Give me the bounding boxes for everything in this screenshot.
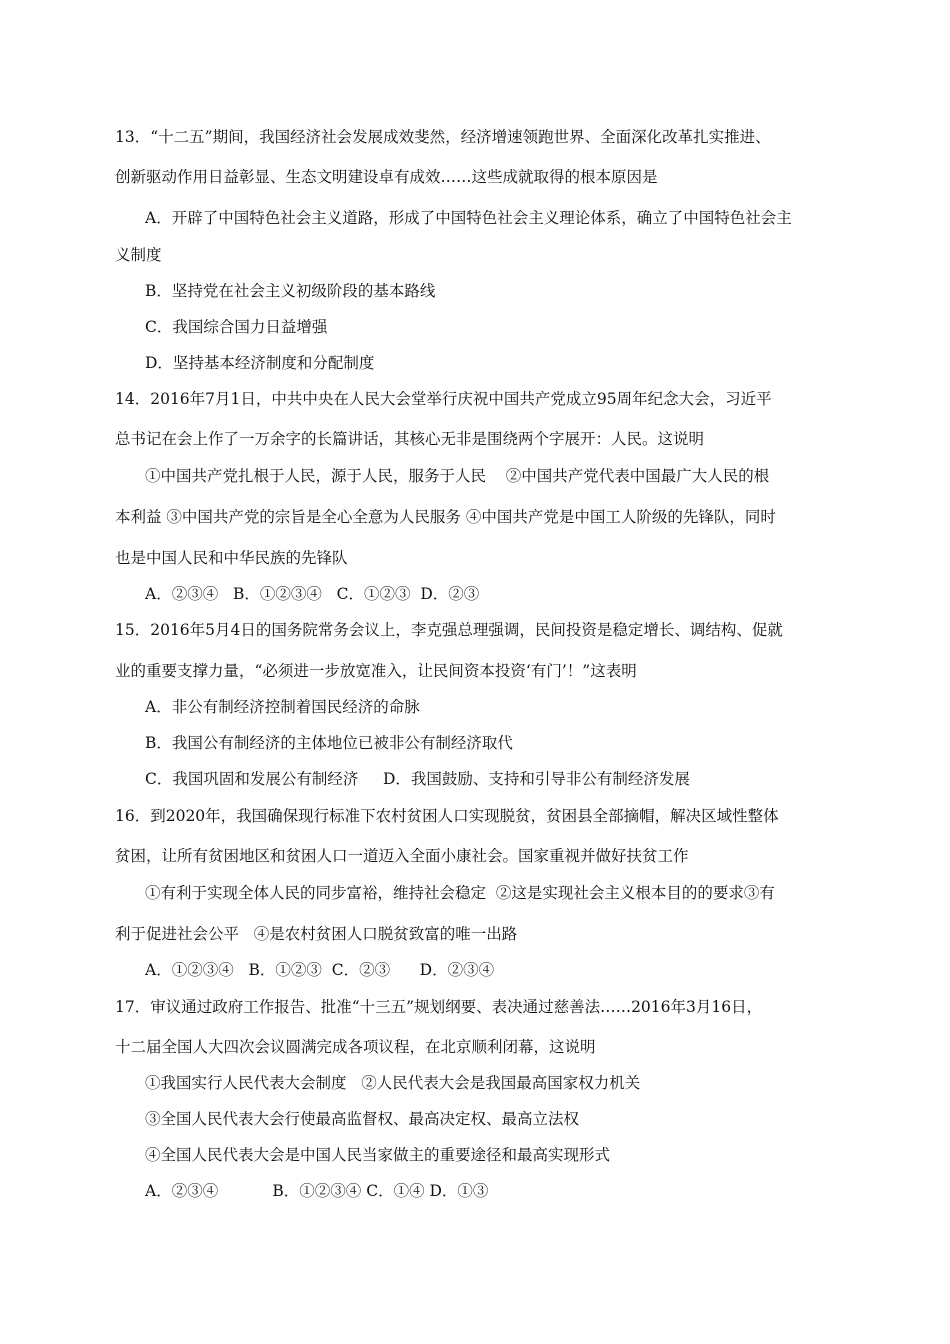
question-14-statement-line-3: 也是中国人民和中华民族的先锋队: [115, 549, 348, 567]
question-13-option-c: C．我国综合国力日益增强: [145, 318, 328, 336]
question-13-stem-line-2: 创新驱动作用日益彰显、生态文明建设卓有成效……这些成就取得的根本原因是: [115, 168, 658, 186]
question-16-stem-line-2: 贫困，让所有贫困地区和贫困人口一道迈入全面小康社会。国家重视并做好扶贫工作: [115, 847, 689, 865]
question-16-stem-line-1: 16．到2020年，我国确保现行标准下农村贫困人口实现脱贫，贫困县全部摘帽，解决区域性整体: [115, 807, 779, 825]
question-17-statement-3: ③全国人民代表大会行使最高监督权、最高决定权、最高立法权: [145, 1110, 580, 1128]
question-13-option-d: D．坚持基本经济制度和分配制度: [145, 354, 375, 372]
question-16-statement-line-1: ①有利于实现全体人民的同步富裕，维持社会稳定 ②这是实现社会主义根本目的的要求③有: [145, 884, 775, 902]
question-14-stem-line-1: 14．2016年7月1日，中共中央在人民大会堂举行庆祝中国共产党成立95周年纪念大会，习近平: [115, 390, 772, 408]
question-17-statement-4: ④全国人民代表大会是中国人民当家做主的重要途径和最高实现形式: [145, 1146, 611, 1164]
question-15-stem-line-1: 15．2016年5月4日的国务院常务会议上，李克强总理强调，民间投资是稳定增长、调结构、促就: [115, 621, 783, 639]
question-13-stem-line-1: 13．“十二五”期间，我国经济社会发展成效斐然，经济增速领跑世界、全面深化改革扎实推进、: [115, 128, 771, 146]
question-14-stem-line-2: 总书记在会上作了一万余字的长篇讲话，其核心无非是围绕两个字展开：人民。这说明: [115, 430, 705, 448]
question-13-option-a: A．开辟了中国特色社会主义道路，形成了中国特色社会主义理论体系，确立了中国特色社会主: [145, 209, 792, 227]
question-15-option-b: B．我国公有制经济的主体地位已被非公有制经济取代: [145, 734, 513, 752]
question-14-answers: A．②③④ B．①②③④ C．①②③ D．②③: [145, 585, 480, 603]
question-13-option-a-cont: 义制度: [115, 246, 162, 264]
question-17-stem-line-2: 十二届全国人大四次会议圆满完成各项议程，在北京顺利闭幕，这说明: [115, 1038, 596, 1056]
question-16-statement-line-2: 利于促进社会公平 ④是农村贫困人口脱贫致富的唯一出路: [115, 925, 518, 943]
question-16-answers: A．①②③④ B．①②③ C．②③ D．②③④: [145, 961, 495, 979]
question-15-option-a: A．非公有制经济控制着国民经济的命脉: [145, 698, 420, 716]
question-14-statement-line-1: ①中国共产党扎根于人民，源于人民，服务于人民 ②中国共产党代表中国最广大人民的根: [145, 467, 770, 485]
question-14-statement-line-2: 本利益 ③中国共产党的宗旨是全心全意为人民服务 ④中国共产党是中国工人阶级的先锋队，同时: [115, 508, 776, 526]
question-17-statement-1-2: ①我国实行人民代表大会制度 ②人民代表大会是我国最高国家权力机关: [145, 1074, 641, 1092]
question-17-stem-line-1: 17．审议通过政府工作报告、批准“十三五”规划纲要、表决通过慈善法……2016年3月16日，: [115, 998, 763, 1016]
question-17-answers: A．②③④ B．①②③④ C．①④ D．①③: [145, 1182, 489, 1200]
question-15-option-c-d: C．我国巩固和发展公有制经济 D．我国鼓励、支持和引导非公有制经济发展: [145, 770, 690, 788]
question-13-option-b: B．坚持党在社会主义初级阶段的基本路线: [145, 282, 436, 300]
question-15-stem-line-2: 业的重要支撑力量，“必须进一步放宽准入，让民间资本投资‘有门’！”这表明: [115, 662, 637, 680]
